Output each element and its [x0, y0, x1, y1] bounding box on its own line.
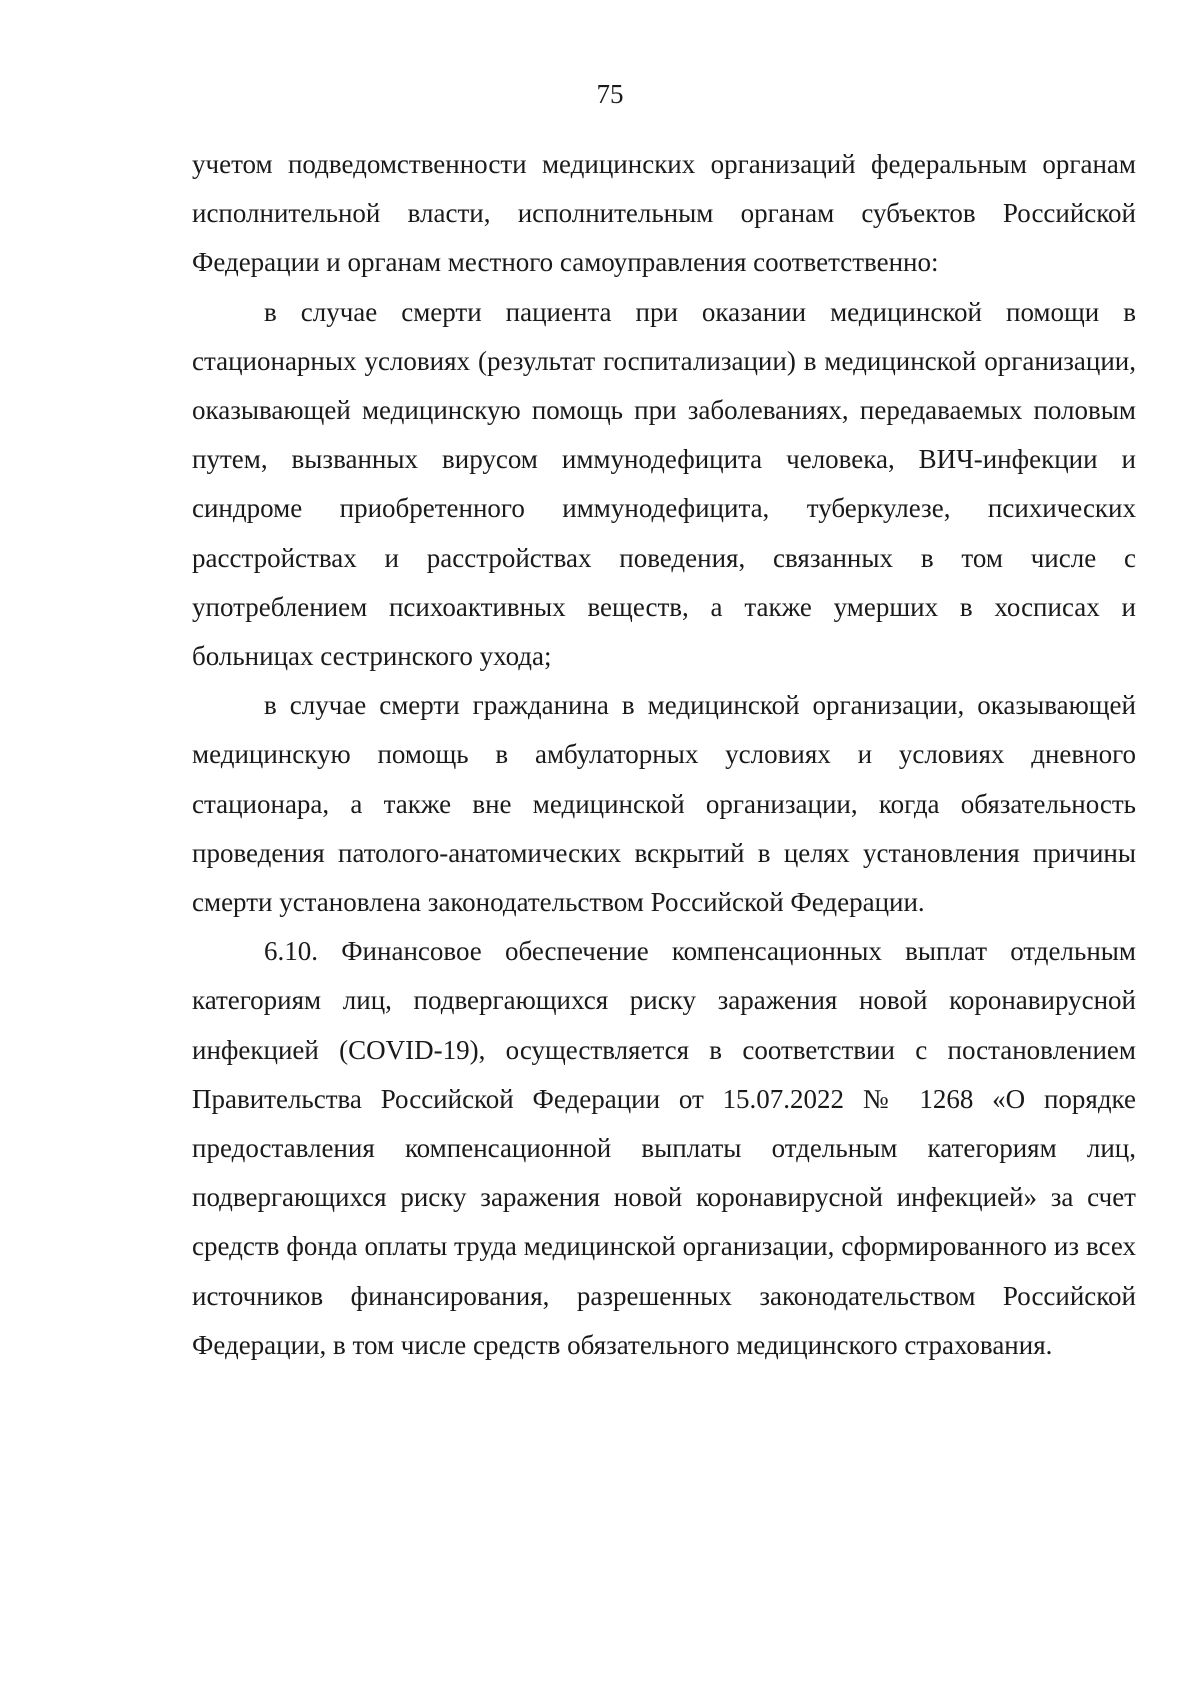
paragraph-outpatient-death: в случае смерти гражданина в медицинской организации, оказывающей медицинскую помощь в амбулаторных условиях и условиях дневного стационара, а также вне медицинской организации, когда обязательность проведения патолого-анатомических вскрытий в целях установления причины смерти установлена законодательством Российской Федерации.: [192, 690, 1136, 918]
paragraph-continuation: учетом подведомственности медицинских организаций федеральным органам исполнительной власти, исполнительным органам субъектов Российской Федерации и органам местного самоуправления соответственно:: [192, 149, 1136, 278]
document-body: [192, 140, 1136, 1370]
page-number: 75: [596, 79, 624, 109]
paragraph-inpatient-death: в случае смерти пациента при оказании медицинской помощи в стационарных условиях (результат госпитализации) в медицинской организации, оказывающей медицинскую помощь при заболеваниях, передаваемых половым путем, вызванных вирусом иммунодефицита человека, ВИЧ-инфекции и синдроме приобретенного иммунодефицита, туберкулезе, психических расстройствах и расстройствах поведения, связанных в том числе с употреблением психоактивных веществ, а также умерших в хосписах и больницах сестринского ухода;: [192, 296, 1136, 672]
paragraph-section-6-10: 6.10. Финансовое обеспечение компенсационных выплат отдельным категориям лиц, подвергающихся риску заражения новой коронавирусной инфекцией (COVID-19), осуществляется в соответствии с постановлением Правительства Российской Федерации от 15.07.2022 № 1268 «О порядке предоставления компенсационной выплаты отдельным категориям лиц, подвергающихся риску заражения новой коронавирусной инфекцией» за счет средств фонда оплаты труда медицинской организации, сформированного из всех источников финансирования, разрешенных законодательством Российской Федерации, в том числе средств обязательного медицинского страхования.: [192, 936, 1136, 1360]
